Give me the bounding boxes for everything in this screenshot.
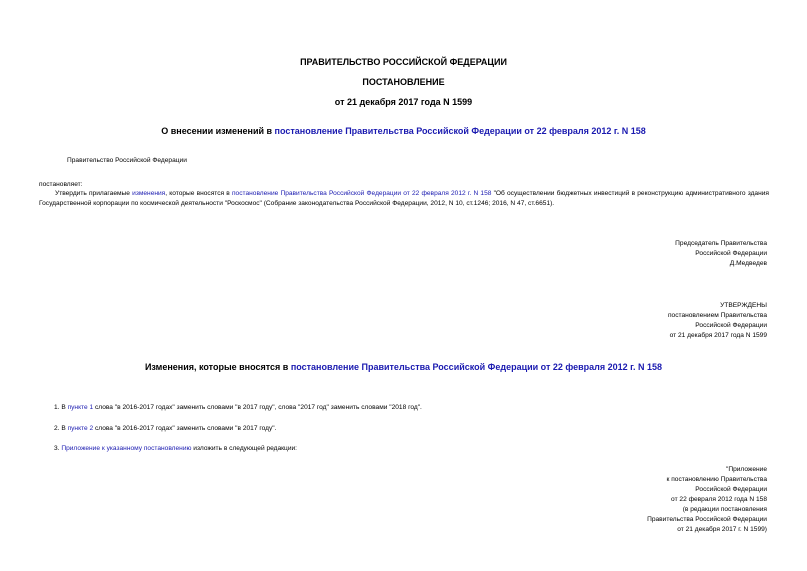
p1-text-a: Утвердить прилагаемые <box>55 190 133 197</box>
change-item-3 <box>54 444 297 454</box>
appendix-line-1: "Приложение <box>725 466 767 473</box>
item-1-number: 1. В <box>54 404 68 411</box>
government-heading: ПРАВИТЕЛЬСТВО РОССИЙСКОЙ ФЕДЕРАЦИИ <box>300 57 507 67</box>
item-1-text: слова "в 2016-2017 годах" заменить словами "в 2017 году", слова "2017 год" заменить словами "2018 год". <box>93 404 422 411</box>
signature-line-2: Российской Федерации <box>695 250 767 257</box>
appendix-line-4: от 22 февраля 2012 года N 158 <box>671 496 767 503</box>
item-3-link[interactable]: Приложение к указанному постановлению <box>61 445 192 452</box>
title-decree-link[interactable]: постановление Правительства Российской Федерации от 22 февраля 2012 г. N 158 <box>274 126 646 136</box>
p1-text-b: , которые вносятся в <box>165 190 232 197</box>
signature-line-3: Д.Медведев <box>729 260 767 267</box>
changes-title-prefix: Изменения, которые вносятся в <box>144 362 291 372</box>
changes-link[interactable]: изменения <box>132 190 166 197</box>
item-3-number: 3. <box>54 445 62 452</box>
paragraph-1 <box>39 189 769 209</box>
decrees-text: постановляет: <box>39 181 83 188</box>
document-type: ПОСТАНОВЛЕНИЕ <box>362 77 445 87</box>
appendix-line-7: от 21 декабря 2017 г. N 1599) <box>677 526 767 533</box>
change-item-1 <box>54 403 422 413</box>
approved-line-3: Российской Федерации <box>695 322 767 329</box>
issuer-text: Правительство Российской Федерации <box>67 157 187 164</box>
appendix-line-3: Российской Федерации <box>695 486 767 493</box>
item-3-text: изложить в следующей редакции: <box>191 445 298 452</box>
approved-line-2: постановлением Правительства <box>667 312 767 319</box>
appendix-line-6: Правительства Российской Федерации <box>647 516 767 523</box>
approved-line-1: УТВЕРЖДЕНЫ <box>720 302 767 309</box>
document-title <box>0 126 807 136</box>
item-2-number: 2. В <box>54 425 68 432</box>
change-item-2 <box>54 424 276 434</box>
appendix-line-2: к постановлению Правительства <box>666 476 767 483</box>
approved-line-4: от 21 декабря 2017 года N 1599 <box>669 332 767 339</box>
appendix-line-5: (в редакции постановления <box>682 506 767 513</box>
p1-text-c: "Об осуществлении бюджетных инвестиций в реконструкцию административного здания Государственной корпорации по космической деятельности "Роскосмос" (Собрание законодательства Российской Федерации, 2012, N 10, ст.1246; 2016, N 47, ст.6651). <box>39 190 769 207</box>
signature-block <box>675 239 767 269</box>
item-2-link[interactable]: пункте 2 <box>67 425 94 432</box>
approved-block <box>668 301 767 341</box>
title-prefix: О внесении изменений в <box>161 126 275 136</box>
item-2-text: слова "в 2016-2017 годах" заменить словами "в 2017 году". <box>93 425 277 432</box>
signature-line-1: Председатель Правительства <box>675 240 767 247</box>
changes-title-decree-link[interactable]: постановление Правительства Российской Федерации от 22 февраля 2012 г. N 158 <box>290 362 663 372</box>
changes-title <box>0 362 807 372</box>
decree-158-link[interactable]: постановление Правительства Российской Федерации от 22 февраля 2012 г. N 158 <box>231 190 492 197</box>
document-date: от 21 декабря 2017 года N 1599 <box>334 97 473 107</box>
item-1-link[interactable]: пункте 1 <box>67 404 94 411</box>
appendix-block <box>647 465 767 535</box>
